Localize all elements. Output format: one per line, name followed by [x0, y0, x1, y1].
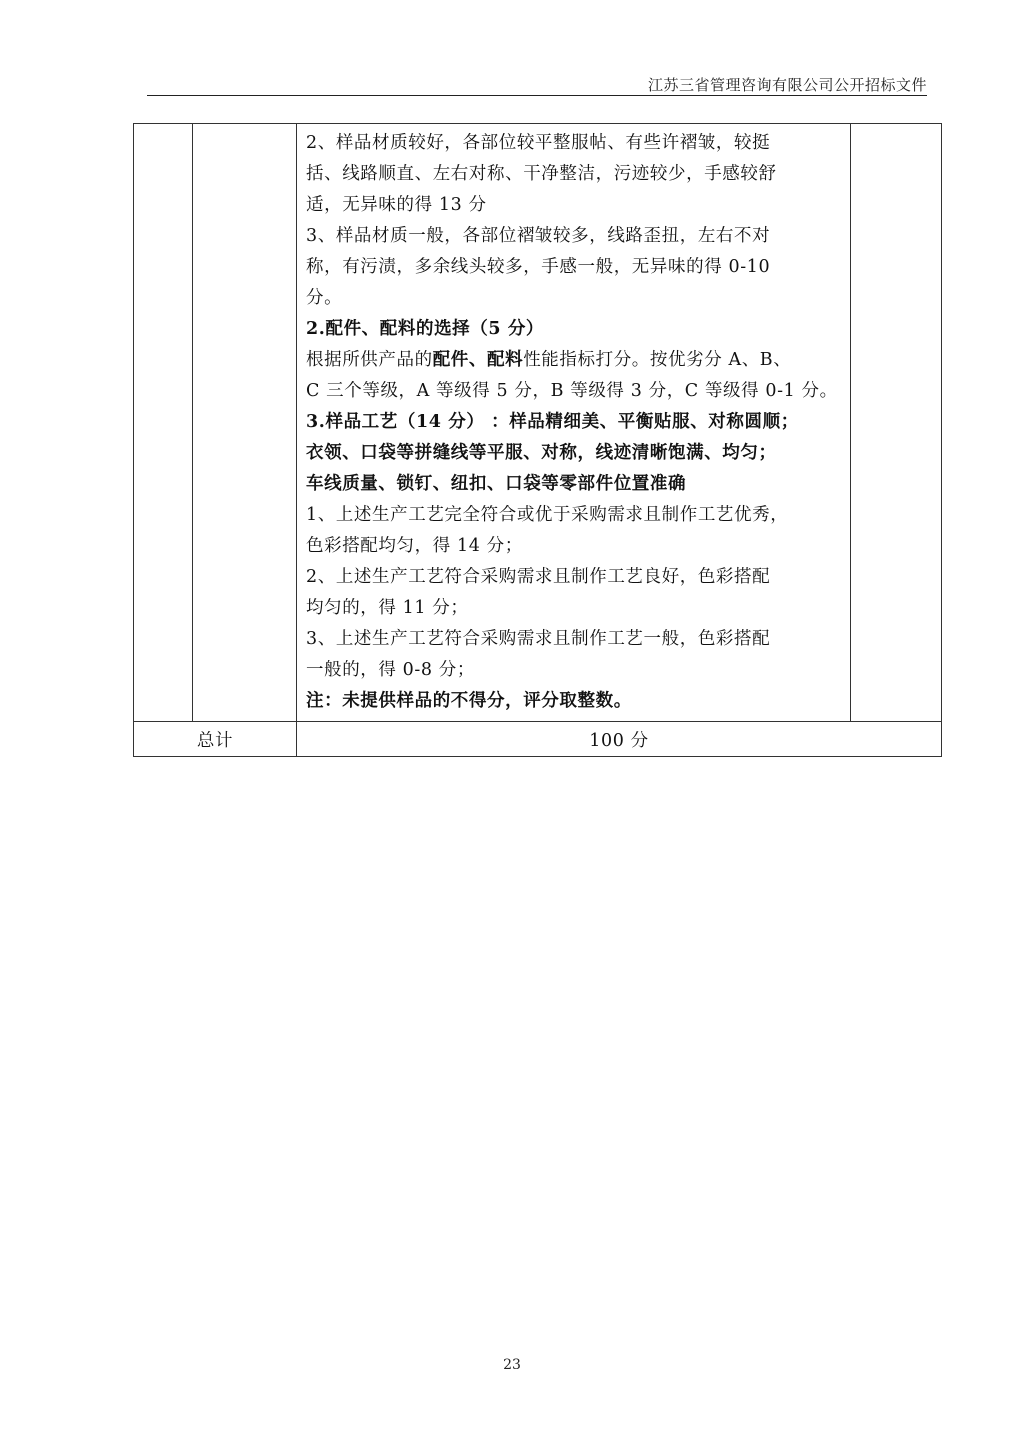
criteria-cell	[297, 124, 851, 722]
criteria-line: 分。	[306, 288, 343, 308]
criteria-line: 2、上述生产工艺符合采购需求且制作工艺良好，色彩搭配	[306, 567, 771, 587]
score-cell	[851, 124, 942, 722]
page-number: 23	[503, 1357, 521, 1373]
total-value: 100 分	[297, 722, 942, 757]
criteria-line: 1、上述生产工艺完全符合或优于采购需求且制作工艺优秀，	[306, 505, 789, 525]
criteria-text: 性能指标打分。按优劣分 A、B、	[523, 350, 792, 370]
criteria-line: 均匀的，得 11 分；	[306, 598, 469, 618]
criteria-line: 一般的，得 0-8 分；	[306, 660, 476, 680]
criteria-emphasis: 配件、配料	[432, 350, 524, 370]
criteria-line	[306, 345, 841, 376]
criteria-line: 适，无异味的得 13 分	[306, 195, 487, 215]
total-row	[134, 722, 942, 757]
section-heading: 车线质量、锁钉、纽扣、口袋等零部件位置准确	[306, 474, 687, 494]
header-divider	[147, 95, 927, 96]
category-cell	[193, 124, 297, 722]
criteria-line: 色彩搭配均匀，得 14 分；	[306, 536, 523, 556]
table-row	[134, 124, 942, 722]
index-cell	[134, 124, 193, 722]
criteria-line: 3、上述生产工艺符合采购需求且制作工艺一般，色彩搭配	[306, 629, 771, 649]
criteria-line: 括、线路顺直、左右对称、干净整洁，污迹较少，手感较舒	[306, 164, 777, 184]
criteria-line: C 三个等级，A 等级得 5 分，B 等级得 3 分，C 等级得 0-1 分。	[306, 381, 838, 401]
section-heading: 2.配件、配料的选择（5 分）	[306, 319, 545, 339]
criteria-line: 2、样品材质较好，各部位较平整服帖、有些许褶皱，较挺	[306, 133, 771, 153]
criteria-line: 3、样品材质一般，各部位褶皱较多，线路歪扭，左右不对	[306, 226, 771, 246]
criteria-text: 根据所供产品的	[306, 350, 433, 370]
section-heading: 衣领、口袋等拼缝线等平服、对称，线迹清晰饱满、均匀；	[306, 443, 777, 463]
criteria-line: 称，有污渍，多余线头较多，手感一般，无异味的得 0-10	[306, 257, 771, 277]
total-label: 总计	[134, 722, 297, 757]
note-line: 注：未提供样品的不得分，评分取整数。	[306, 691, 632, 711]
document-header: 江苏三省管理咨询有限公司公开招标文件	[647, 76, 927, 94]
scoring-table	[133, 123, 942, 757]
section-heading: 3.样品工艺（14 分） ：样品精细美、平衡贴服、对称圆顺；	[306, 412, 799, 432]
